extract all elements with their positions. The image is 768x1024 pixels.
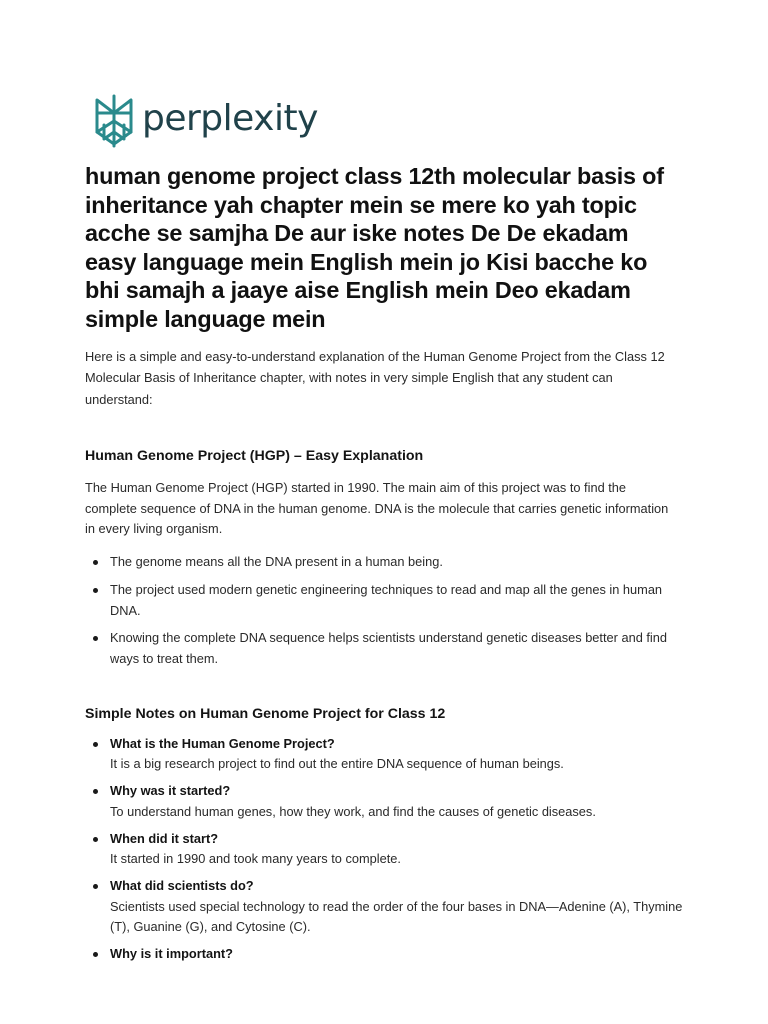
bullet-dot-icon [93,789,98,794]
page-title: human genome project class 12th molecular basis of inheritance yah chapter mein se mere ko yah topic acche se samjha De aur iske notes De De ekadam easy language mein English mein jo Kisi bacche ko bhi samajh a jaaye aise English mein Deo ekadam simple language mein [85,163,664,332]
perplexity-logo-icon [93,94,135,148]
note-item [85,876,690,938]
document-content [85,162,685,971]
note-answer: To understand human genes, how they work, and find the causes of genetic diseases. [110,803,596,819]
note-item [85,781,690,822]
list-item-text: The project used modern genetic engineering techniques to read and map all the genes in human DNA. [110,581,663,618]
note-item [85,944,690,965]
bullet-dot-icon [93,952,98,957]
list-item [85,628,680,669]
note-question: When did it start? [110,830,219,846]
section-paragraph: The Human Genome Project (HGP) started in 1990. The main aim of this project was to find the complete sequence of DNA in the human genome. DNA is the molecule that carries genetic information in every living organism. [85,480,669,537]
notes-list [85,734,685,965]
note-answer: Scientists used special technology to read the order of the four bases in DNA—Adenine (A), Thymine (T), Guanine (G), and Cytosine (C). [110,898,683,935]
list-item [85,580,680,621]
bullet-dot-icon [93,742,98,747]
perplexity-logo [93,92,318,150]
note-item [85,734,690,775]
bullet-dot-icon [93,884,98,889]
list-item [85,552,680,573]
list-item-text: The genome means all the DNA present in a human being. [110,554,443,570]
brand-name: perplexity [142,98,318,139]
bullet-dot-icon [93,636,98,641]
note-question: What is the Human Genome Project? [110,735,335,751]
note-question: What did scientists do? [110,878,254,894]
section-heading-hgp-explanation: Human Genome Project (HGP) – Easy Explanation [85,448,424,465]
note-question: Why was it started? [110,783,231,799]
note-answer: It is a big research project to find out the entire DNA sequence of human beings. [110,756,564,772]
intro-paragraph: Here is a simple and easy-to-understand explanation of the Human Genome Project from the Class 12 Molecular Basis of Inheritance chapter, with notes in very simple English that any student can understand: [85,348,665,407]
note-question: Why is it important? [110,946,233,962]
note-answer: It started in 1990 and took many years to complete. [110,851,401,867]
note-item [85,829,690,870]
bullet-dot-icon [93,588,98,593]
section-heading-simple-notes: Simple Notes on Human Genome Project for Class 12 [85,705,446,722]
bullet-list [85,552,685,670]
bullet-dot-icon [93,837,98,842]
list-item-text: Knowing the complete DNA sequence helps scientists understand genetic diseases better and find ways to treat them. [110,630,668,666]
bullet-dot-icon [93,560,98,565]
